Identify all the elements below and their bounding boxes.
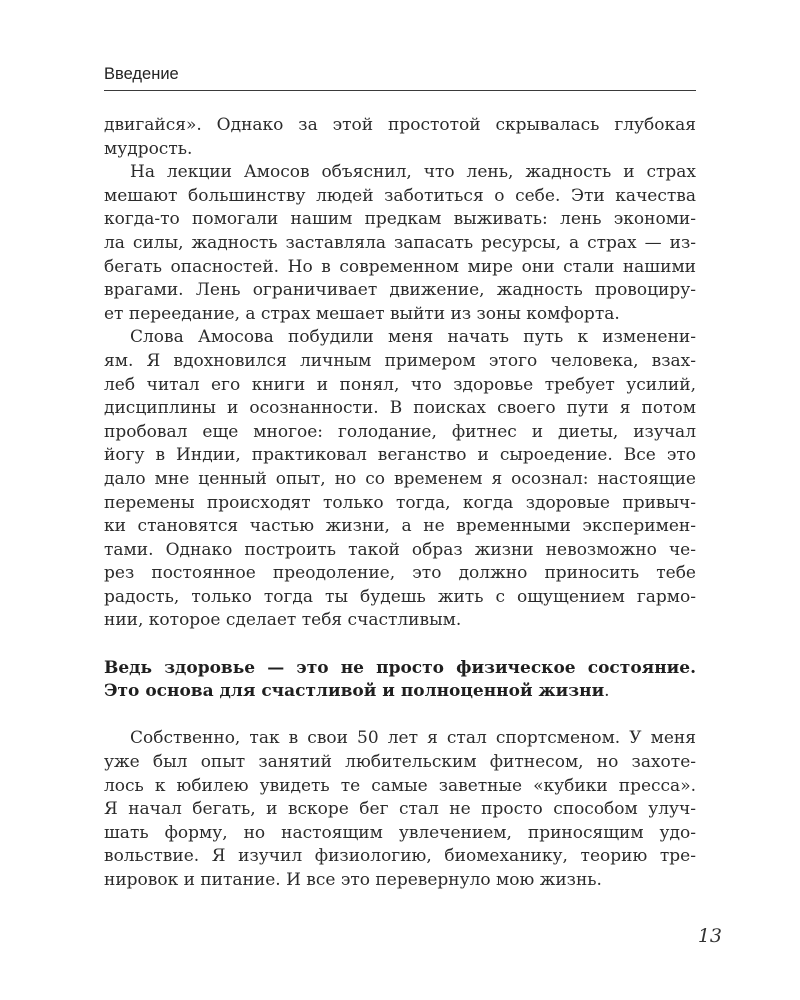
paragraph-spacer — [104, 704, 696, 728]
text-line: Собственно, так в свои 50 лет я стал спортсменом. У меня — [130, 728, 696, 749]
text-line: ям. Я вдохновился личным примером этого человека, взах- — [104, 350, 696, 371]
callout-line: Ведь здоровье — это не просто физическое состояние. — [104, 657, 696, 678]
text-line: перемены происходят только тогда, когда здоровые привыч- — [104, 492, 696, 513]
callout-text: Это основа для счастливой и полноценной жизни — [104, 681, 605, 702]
text-line: дало мне ценный опыт, но со временем я осознал: настоящие — [104, 468, 696, 489]
text-line: тами. Однако построить такой образ жизни невозможно че- — [104, 539, 696, 560]
text-line: леб читал его книги и понял, что здоровье требует усилий, — [104, 374, 696, 395]
text-line: ки становятся частью жизни, а не временными эксперимен- — [104, 516, 696, 537]
text-line: йогу в Индии, практиковал веганство и сыроедение. Все это — [104, 445, 696, 466]
callout-punct: . — [604, 681, 610, 702]
text-line: На лекции Амосов объяснил, что лень, жадность и страх — [130, 162, 696, 183]
text-line: рез постоянное преодоление, это должно приносить тебе — [104, 563, 696, 584]
text-line: врагами. Лень ограничивает движение, жадность провоциру- — [104, 280, 696, 301]
paragraph-spacer — [104, 633, 696, 657]
text-line: нии, которое сделает тебя счастливым. — [104, 610, 462, 631]
text-line: Я начал бегать, и вскоре бег стал не просто способом улуч- — [104, 799, 696, 820]
text-line: вольствие. Я изучил физиологию, биомеханику, теорию тре- — [104, 846, 696, 867]
running-header — [104, 64, 696, 91]
text-line: пробовал еще многое: голодание, фитнес и диеты, изучал — [104, 421, 696, 442]
text-line: нировок и питание. И все это перевернуло мою жизнь. — [104, 870, 602, 890]
callout-line-final — [104, 680, 696, 704]
text-line: шать форму, но настоящим увлечением, приносящим удо- — [104, 822, 696, 843]
text-line: когда-то помогали нашим предкам выживать: лень экономи- — [104, 209, 696, 230]
text-line: мешают большинству людей заботиться о себе. Эти качества — [104, 185, 696, 206]
text-line: дисциплины и осознанности. В поисках своего пути я потом — [104, 398, 696, 419]
text-line: мудрость. — [104, 138, 193, 159]
page-body — [104, 114, 696, 893]
text-line: лось к юбилею увидеть те самые заветные «кубики пресса». — [104, 775, 696, 796]
chapter-title: Введение — [104, 65, 179, 83]
text-line: ла силы, жадность заставляла запасать ресурсы, а страх — из- — [104, 232, 696, 253]
text-line: бегать опасностей. Но в современном мире они стали нашими — [104, 256, 696, 277]
page-number: 13 — [697, 925, 722, 947]
text-line: ет переедание, а страх мешает выйти из зоны комфорта. — [104, 303, 620, 324]
text-line: радость, только тогда ты будешь жить с ощущением гармо- — [104, 586, 696, 607]
text-line: уже был опыт занятий любительским фитнесом, но захоте- — [104, 752, 696, 773]
text-line: двигайся». Однако за этой простотой скрывалась глубокая — [104, 115, 696, 135]
text-line: Слова Амосова побудили меня начать путь к изменени- — [130, 327, 696, 348]
